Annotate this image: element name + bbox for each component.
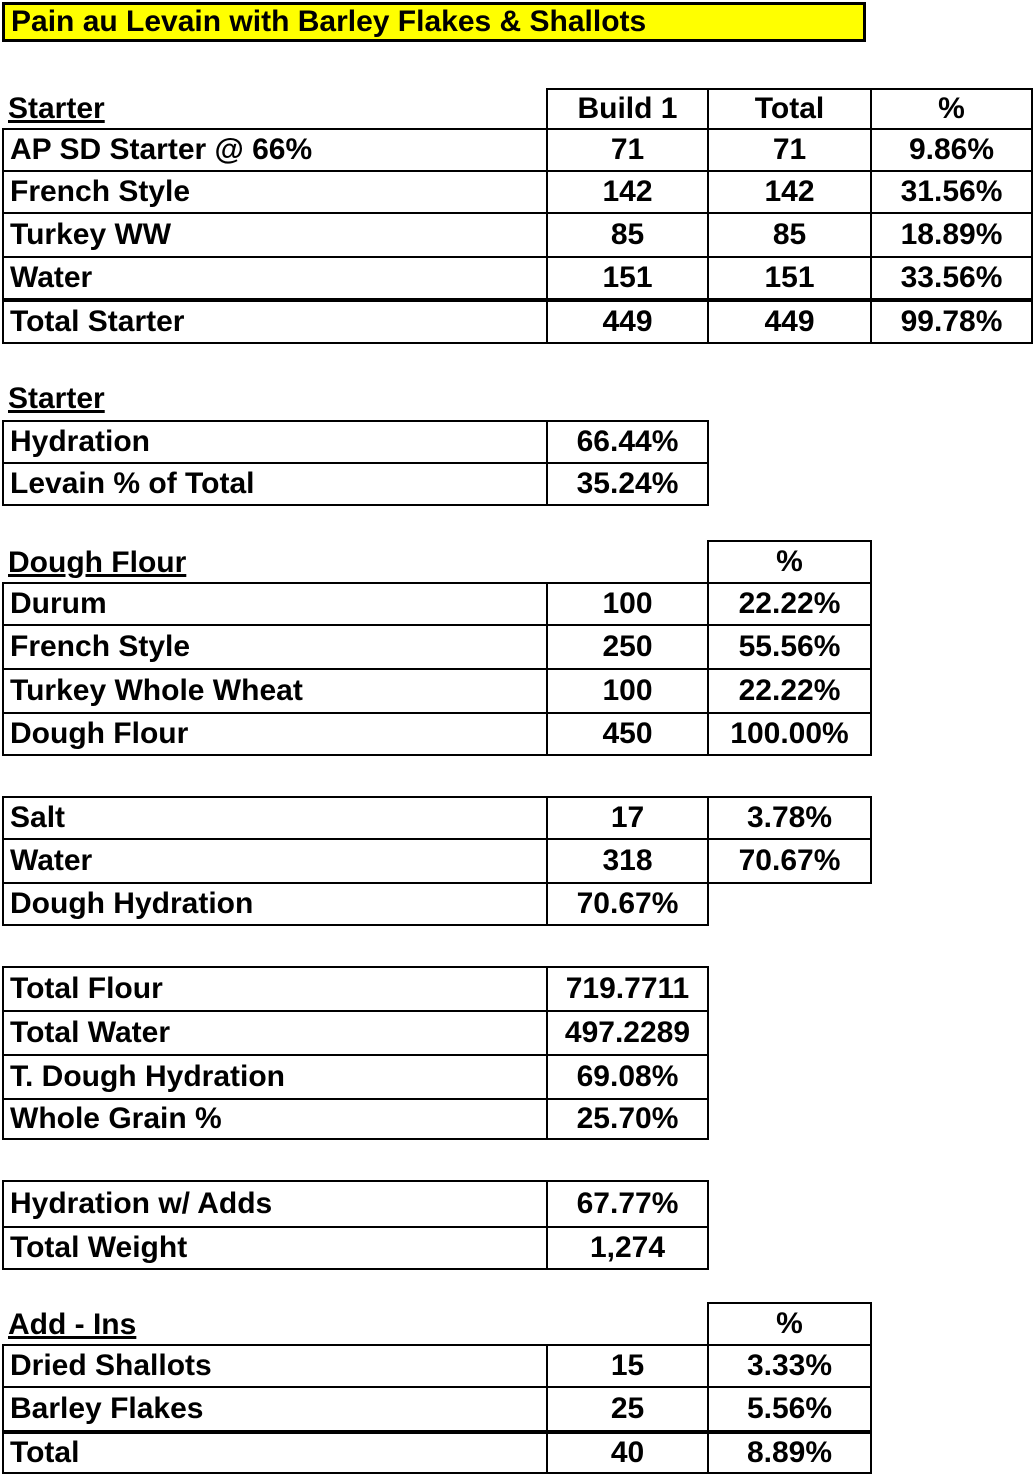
table-cell-value: 497.2289 <box>546 1010 709 1056</box>
table-cell-value: 67.77% <box>546 1180 709 1228</box>
table-row-name: French Style <box>2 170 548 214</box>
total-starter-build1: 449 <box>546 298 709 344</box>
table-cell-value: 318 <box>546 838 709 884</box>
table-cell-pct: 100.00% <box>707 712 872 756</box>
table-row-name: Water <box>2 256 548 300</box>
table-row-name: Durum <box>2 582 548 626</box>
table-cell-value: 250 <box>546 624 709 670</box>
table-row-name: Hydration <box>2 420 548 464</box>
table-cell-value: 17 <box>546 796 709 840</box>
table-cell-build1: 85 <box>546 212 709 258</box>
table-row-name: Turkey Whole Wheat <box>2 668 548 714</box>
table-cell-value: 66.44% <box>546 420 709 464</box>
table-row-name: AP SD Starter @ 66% <box>2 128 548 172</box>
table-cell-value: 1,274 <box>546 1226 709 1270</box>
table-cell-value: 69.08% <box>546 1054 709 1100</box>
table-row-name: Levain % of Total <box>2 462 548 506</box>
table-row-name: Turkey WW <box>2 212 548 258</box>
table-cell-pct: 3.78% <box>707 796 872 840</box>
total-starter-label: Total Starter <box>2 298 548 344</box>
table-cell-total: 71 <box>707 128 872 172</box>
table-row-name: Salt <box>2 796 548 840</box>
table-row-name: T. Dough Hydration <box>2 1054 548 1100</box>
table-cell-value: 15 <box>546 1344 709 1388</box>
table-row-name: Dried Shallots <box>2 1344 548 1388</box>
table-cell-total: 151 <box>707 256 872 300</box>
table-cell-value: 25 <box>546 1386 709 1432</box>
table-cell-pct: 70.67% <box>707 838 872 884</box>
table-row-name: Water <box>2 838 548 884</box>
table-row-name: Total Flour <box>2 966 548 1012</box>
dough-hydration-value: 70.67% <box>546 882 709 926</box>
table-cell-pct: 18.89% <box>870 212 1033 258</box>
percent-header: % <box>870 88 1033 130</box>
table-cell-build1: 151 <box>546 256 709 300</box>
table-cell-value: 100 <box>546 582 709 626</box>
table-cell-value: 35.24% <box>546 462 709 506</box>
build1-header: Build 1 <box>546 88 709 130</box>
dough-hydration-label: Dough Hydration <box>2 882 548 926</box>
table-row-name: Total Weight <box>2 1226 548 1270</box>
table-cell-build1: 142 <box>546 170 709 214</box>
table-cell-pct: 31.56% <box>870 170 1033 214</box>
table-row-name: Total Water <box>2 1010 548 1056</box>
table-row-name: French Style <box>2 624 548 670</box>
add-ins-percent-header: % <box>707 1302 872 1346</box>
add-ins-total-label: Total <box>2 1430 548 1474</box>
table-cell-value: 450 <box>546 712 709 756</box>
table-cell-pct: 3.33% <box>707 1344 872 1388</box>
add-ins-header-label: Add - Ins <box>8 1308 137 1341</box>
starter-stats-header: Starter <box>8 382 105 415</box>
recipe-title: Pain au Levain with Barley Flakes & Shallots <box>2 2 866 42</box>
table-row-name: Whole Grain % <box>2 1098 548 1140</box>
table-row-name: Dough Flour <box>2 712 548 756</box>
table-cell-value: 25.70% <box>546 1098 709 1140</box>
table-cell-pct: 33.56% <box>870 256 1033 300</box>
dough-flour-header-label: Dough Flour <box>8 546 187 579</box>
table-cell-pct: 22.22% <box>707 582 872 626</box>
table-cell-pct: 55.56% <box>707 624 872 670</box>
table-cell-build1: 71 <box>546 128 709 172</box>
table-row-name: Hydration w/ Adds <box>2 1180 548 1228</box>
add-ins-total-pct: 8.89% <box>707 1430 872 1474</box>
table-cell-value: 100 <box>546 668 709 714</box>
starter-header-label: Starter <box>8 92 105 125</box>
table-cell-value: 719.7711 <box>546 966 709 1012</box>
table-cell-pct: 5.56% <box>707 1386 872 1432</box>
table-row-name: Barley Flakes <box>2 1386 548 1432</box>
add-ins-total-value: 40 <box>546 1430 709 1474</box>
table-cell-total: 142 <box>707 170 872 214</box>
table-cell-pct: 22.22% <box>707 668 872 714</box>
total-header: Total <box>707 88 872 130</box>
total-starter-total: 449 <box>707 298 872 344</box>
table-cell-pct: 9.86% <box>870 128 1033 172</box>
table-cell-total: 85 <box>707 212 872 258</box>
total-starter-pct: 99.78% <box>870 298 1033 344</box>
dough-flour-percent-header: % <box>707 540 872 584</box>
